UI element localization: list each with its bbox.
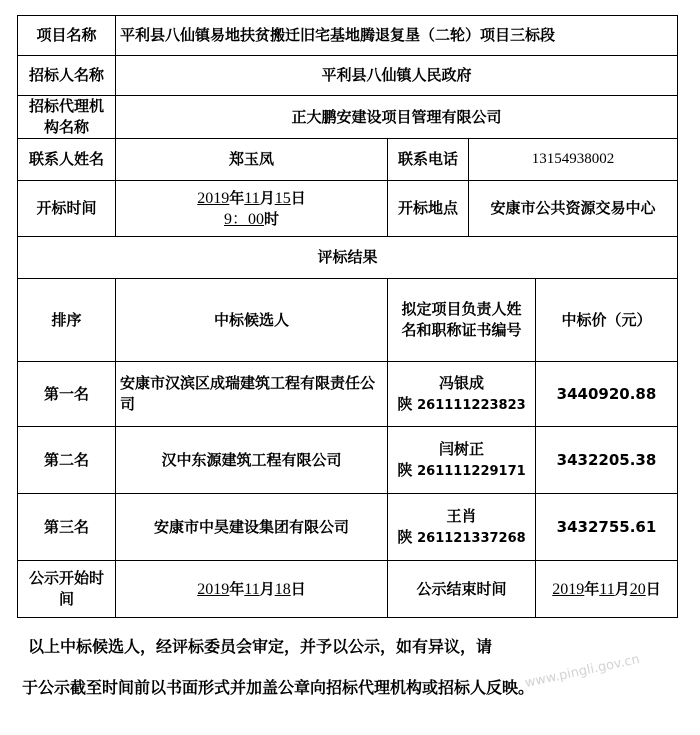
project-row	[18, 16, 678, 56]
table-row	[18, 494, 678, 561]
agency-label: 招标代理机构名称	[18, 96, 116, 139]
header-manager: 拟定项目负责人姓名和职称证书编号	[388, 279, 536, 362]
contact-row	[18, 139, 678, 181]
opening-row	[18, 181, 678, 237]
manager-name: 闫树正	[438, 439, 484, 458]
table-row	[18, 362, 678, 427]
agency-name: 正大鹏安建设项目管理有限公司	[116, 96, 678, 139]
header-rank: 排序	[18, 279, 116, 362]
tenderer-row	[18, 56, 678, 96]
candidate-price: 3432755.61	[536, 494, 678, 561]
opening-place-label: 开标地点	[388, 181, 469, 237]
notice-line-2: 于公示截至时间前以书面形式并加盖公章向招标代理机构或招标人反映。	[22, 678, 535, 697]
tenderer-label: 招标人名称	[18, 56, 116, 96]
candidate-name: 安康市汉滨区成瑞建筑工程有限责任公司	[116, 362, 388, 427]
candidate-manager	[388, 494, 536, 561]
candidate-name: 安康市中昊建设集团有限公司	[116, 494, 388, 561]
contact-name: 郑玉凤	[116, 139, 388, 181]
publicity-end-label: 公示结束时间	[388, 561, 536, 618]
manager-cert: 陕 261111229171	[397, 460, 526, 479]
opening-time: 2019年11月15日 9：00时	[116, 181, 388, 237]
manager-name: 冯银成	[438, 373, 484, 392]
candidate-price: 3432205.38	[536, 427, 678, 494]
candidate-rank: 第二名	[18, 427, 116, 494]
project-name: 平利县八仙镇易地扶贫搬迁旧宅基地腾退复垦（二轮）项目三标段	[116, 16, 678, 56]
bid-result-table	[17, 15, 678, 618]
website-watermark: www.pingli.gov.cn	[523, 652, 642, 692]
contact-name-label: 联系人姓名	[18, 139, 116, 181]
table-row	[18, 427, 678, 494]
candidate-manager	[388, 427, 536, 494]
notice-line-1: 以上中标候选人，经评标委员会审定，并予以公示，如有异议，请	[28, 637, 493, 656]
candidate-price: 3440920.88	[536, 362, 678, 427]
manager-cert: 陕 261121337268	[397, 527, 526, 546]
opening-place: 安康市公共资源交易中心	[469, 181, 678, 237]
publicity-end-date: 2019年11月20日	[536, 561, 678, 618]
publicity-start-label: 公示开始时间	[18, 561, 116, 618]
publicity-row	[18, 561, 678, 618]
candidate-name: 汉中东源建筑工程有限公司	[116, 427, 388, 494]
candidate-rank: 第一名	[18, 362, 116, 427]
result-title: 评标结果	[18, 237, 678, 279]
candidate-manager	[388, 362, 536, 427]
agency-row	[18, 96, 678, 139]
result-header-row	[18, 279, 678, 362]
contact-phone-label: 联系电话	[388, 139, 469, 181]
project-label: 项目名称	[18, 16, 116, 56]
manager-name: 王肖	[446, 506, 477, 525]
header-candidate: 中标候选人	[116, 279, 388, 362]
contact-phone: 13154938002	[469, 139, 678, 181]
opening-time-label: 开标时间	[18, 181, 116, 237]
manager-cert: 陕 261111223823	[397, 394, 526, 413]
candidate-rank: 第三名	[18, 494, 116, 561]
result-title-row	[18, 237, 678, 279]
publicity-start-date: 2019年11月18日	[116, 561, 388, 618]
header-price: 中标价（元）	[536, 279, 678, 362]
tenderer-name: 平利县八仙镇人民政府	[116, 56, 678, 96]
